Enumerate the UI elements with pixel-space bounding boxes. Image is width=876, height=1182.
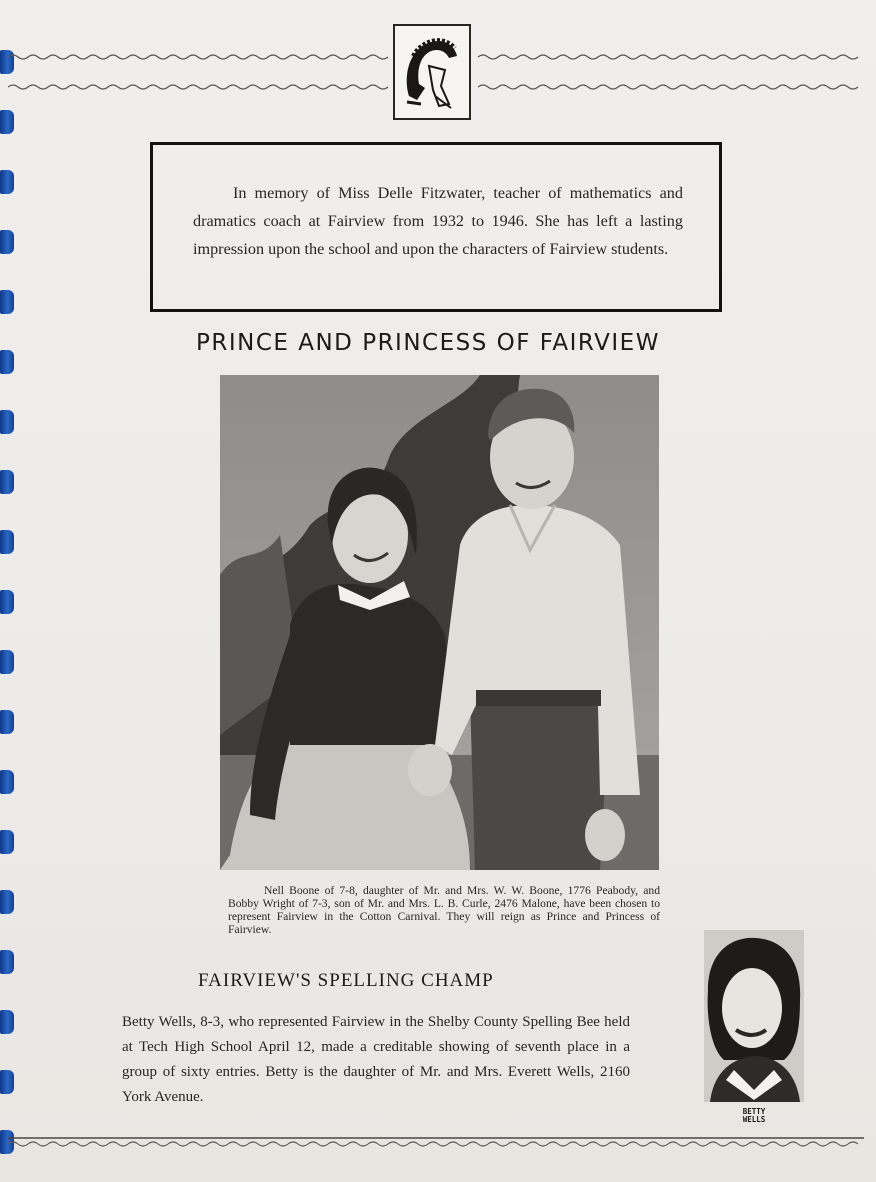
spelling-champ-body: Betty Wells, 8-3, who represented Fairview in the Shelby County Spelling Bee held at Tech High School April 12, made a creditable showing of seventh place in a group of sixty entries. Betty is the daughter of Mr. and Mrs. Everett Wells, 2160 York Avenue. [122,1014,630,1105]
binding-coil [0,590,14,614]
binding-coil [0,830,14,854]
memorial-text: In memory of Miss Delle Fitzwater, teacher of mathematics and dramatics coach at Fairview from 1932 to 1946. She has left a lasting impression upon the school and upon the characters of Fairview students. [193,184,683,258]
betty-wells-portrait-caption [704,1108,804,1124]
prince-princess-heading: PRINCE AND PRINCESS OF FAIRVIEW [196,330,660,356]
betty-wells-portrait [704,930,804,1102]
binding-coil [0,290,14,314]
spelling-champ-heading: FAIRVIEW'S SPELLING CHAMP [198,970,494,991]
spiral-binding [0,0,24,1182]
betty-wells-portrait-image [704,930,804,1102]
emblem-frame [393,24,471,120]
prince-princess-photo [220,375,659,870]
binding-coil [0,470,14,494]
binding-coil [0,110,14,134]
portrait-caption-last-name: WELLS [742,1115,766,1124]
prince-princess-photo-image [220,375,659,870]
binding-coil [0,770,14,794]
binding-coil [0,1070,14,1094]
prince-princess-caption: Nell Boone of 7-8, daughter of Mr. and Mrs. W. W. Boone, 1776 Peabody, and Bobby Wright of 7-3, son of Mr. and Mrs. L. B. Curle, 2476 Malone, have been chosen to represent Fairview in the Cotton Carnival. They will reign as Prince and Princess of Fairview. [228,884,660,936]
binding-coil [0,890,14,914]
binding-coil [0,230,14,254]
spelling-champ-text [122,1010,630,1110]
memorial-notice [150,142,722,312]
binding-coil [0,170,14,194]
binding-coil [0,710,14,734]
binding-coil [0,530,14,554]
binding-coil [0,350,14,374]
binding-coil [0,650,14,674]
bottom-wavy-rule [8,1136,864,1148]
portrait-caption-first-name: BETTY [742,1107,766,1116]
binding-coil [0,950,14,974]
trojan-helmet-icon [395,26,469,118]
binding-coil [0,410,14,434]
binding-coil [0,1010,14,1034]
